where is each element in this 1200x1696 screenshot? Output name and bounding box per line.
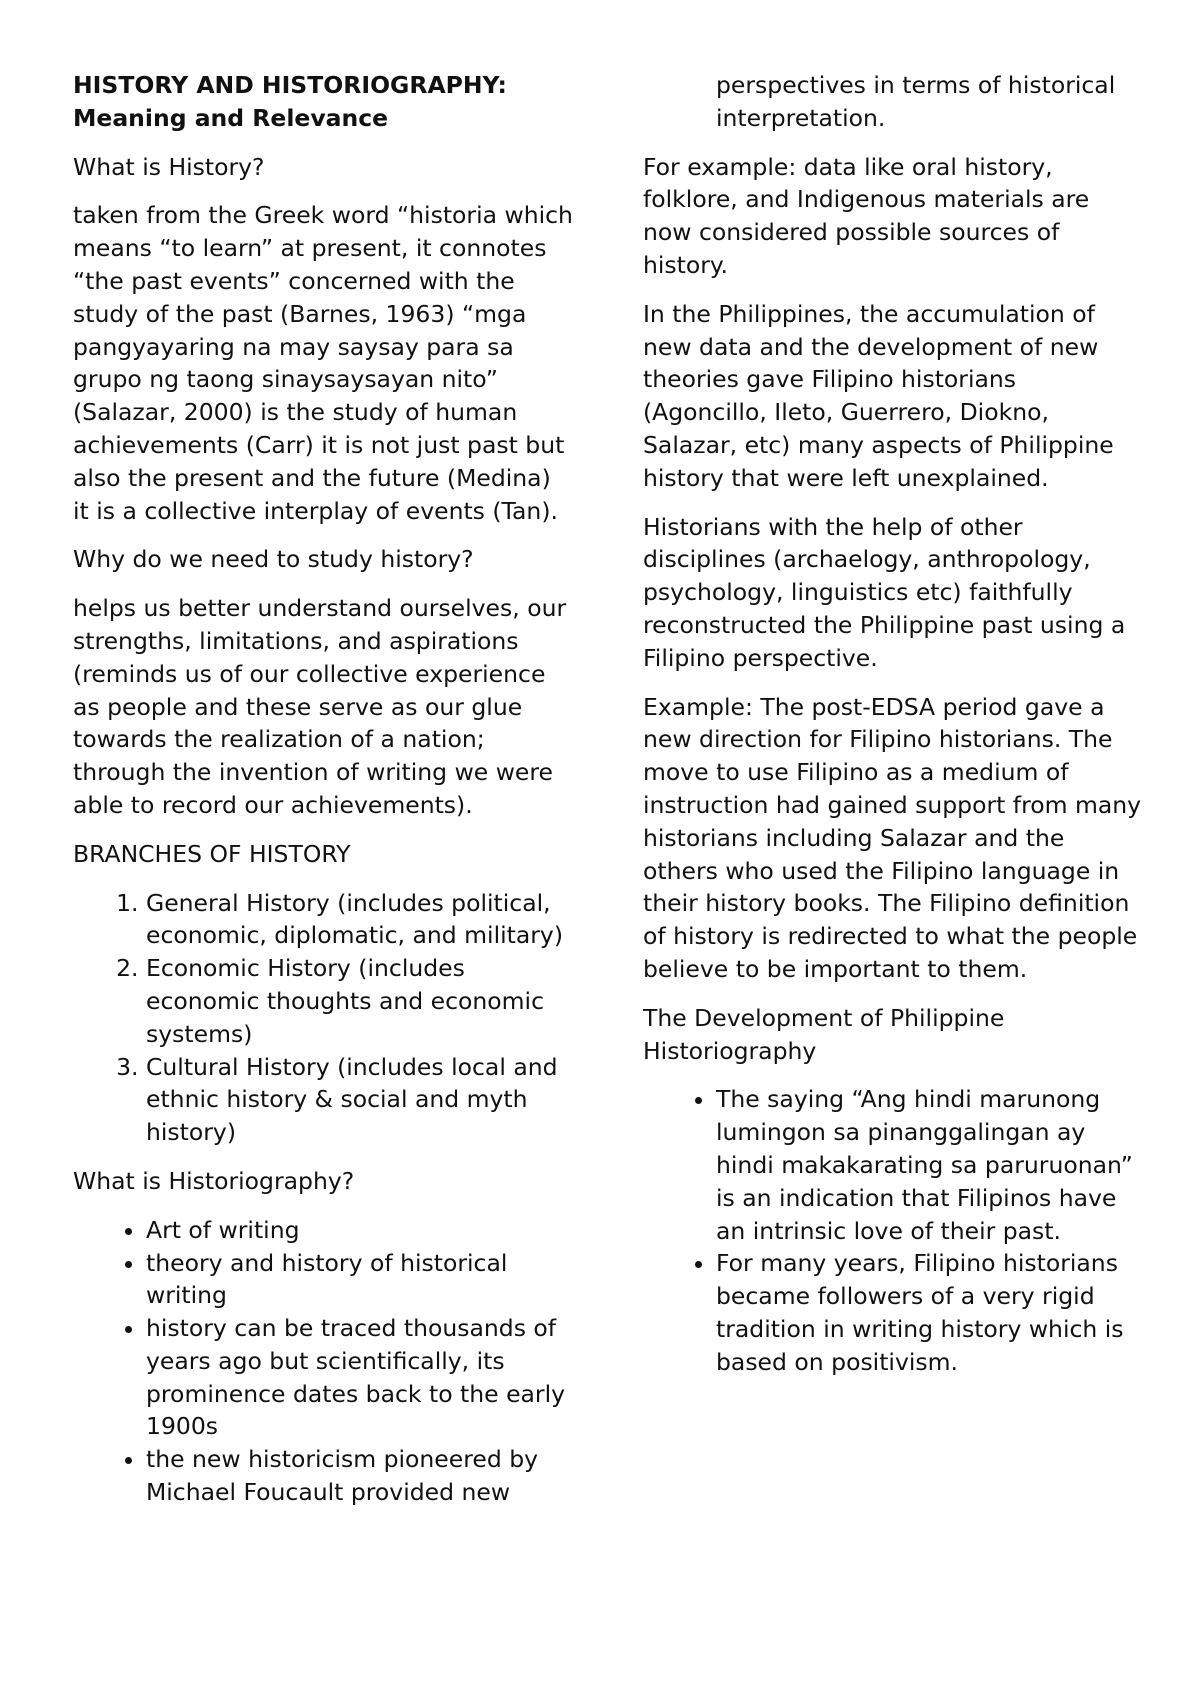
history-definition: taken from the Greek word “historia which means “to learn” at present, it connotes “the past events” concerned with the study of the past (Barnes, 1963) “mga pangyayaring na may saysay para sa grupo ng taong sinaysaysayan nito” (Salazar, 2000) is the study of human achievements (Carr) it is not just past but also the present and the future (Medina) it is a collective interplay of events (Tan). <box>73 201 573 525</box>
development-heading: The Development of Philippine Historiography <box>643 1003 1005 1065</box>
question-why-study-history: Why do we need to study history? <box>73 545 474 574</box>
branches-list <box>73 887 573 1149</box>
title-line-2: Meaning and Relevance <box>73 103 389 132</box>
why-study-answer: helps us better understand ourselves, our strengths, limitations, and aspirations (reminds us of our collective experience as people and these serve as our glue towards the realization of a nation; through the invention of writing we were able to record our achievements). <box>73 594 567 819</box>
historians-paragraph: Historians with the help of other disciplines (archaelogy, anthropology, psychology, linguistics etc) faithfully reconstructed the Philippine past using a Filipino perspective. <box>643 512 1126 672</box>
list-item: 3. Cultural History (includes local and ethnic history & social and myth history) <box>146 1051 573 1149</box>
edsa-example-paragraph: Example: The post-EDSA period gave a new direction for Filipino historians. The move to use Filipino as a medium of instruction had gained support from many historians including Salazar and the others who used the Filipino language in their history books. The Filipino definition of history is redirected to what the people believe to be important to them. <box>643 692 1142 983</box>
list-item: • history can be traced thousands of years ago but scientifically, its prominence dates back to the early 1900s <box>146 1312 573 1443</box>
bullet-continuation: perspectives in terms of historical interpretation. <box>716 71 1116 132</box>
list-item: • the new historicism pioneered by Michael Foucault provided new <box>146 1443 573 1509</box>
right-column <box>643 69 1143 1394</box>
list-item: • The saying “Ang hindi marunong lumingon sa pinanggalingan ay hindi makakarating sa paruruonan” is an indication that Filipinos have an intrinsic love of their past. <box>716 1083 1143 1247</box>
historiography-list <box>73 1214 573 1509</box>
development-list <box>643 1083 1143 1378</box>
oral-history-example: For example: data like oral history, folklore, and Indigenous materials are now considered possible sources of history. <box>643 152 1090 279</box>
list-item: • For many years, Filipino historians became followers of a very rigid tradition in writing history which is based on positivism. <box>716 1247 1143 1378</box>
question-what-is-historiography: What is Historiography? <box>73 1166 355 1195</box>
title-line-1: HISTORY AND HISTORIOGRAPHY: <box>73 71 507 99</box>
left-column <box>73 69 573 1525</box>
list-item: 1. General History (includes political, economic, diplomatic, and military) <box>146 887 573 953</box>
branches-heading: BRANCHES OF HISTORY <box>73 839 351 868</box>
list-item: • Art of writing <box>146 1214 573 1247</box>
philippines-paragraph: In the Philippines, the accumulation of new data and the development of new theories gave Filipino historians (Agoncillo, Ileto, Guerrero, Diokno, Salazar, etc) many aspects of Philippine history that were left unexplained. <box>643 299 1114 492</box>
document-title <box>73 69 573 135</box>
question-what-is-history: What is History? <box>73 152 265 181</box>
list-item: • theory and history of historical writing <box>146 1247 573 1313</box>
list-item: 2. Economic History (includes economic thoughts and economic systems) <box>146 952 573 1050</box>
